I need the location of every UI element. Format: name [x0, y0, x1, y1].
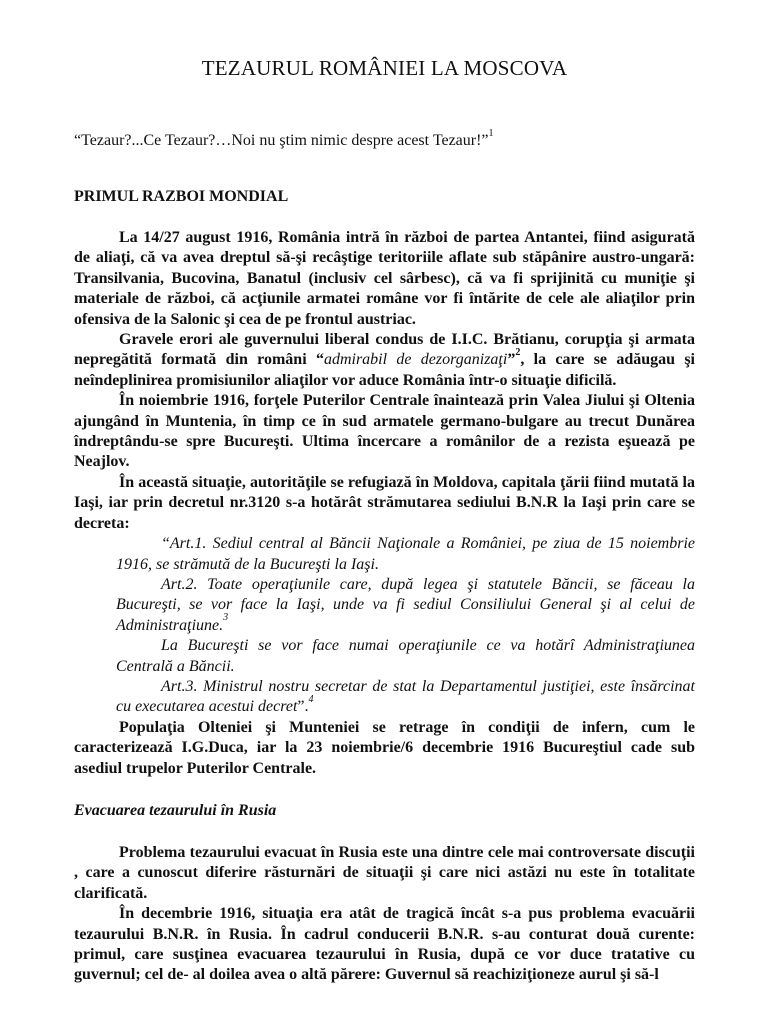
- decree-article-2-text: Art.2. Toate operaţiunile care, după legea şi statutele Băncii, se făceau la Bucureşti, se vor face la Iaşi, unde va fi sediul Consiliului General şi al celui de Administraţiune.: [116, 575, 695, 634]
- section-body-ww1: [74, 207, 695, 779]
- paragraph-4: În această situaţie, autorităţile se refugiază în Moldova, capitala ţării fiind mutată la Iaşi, iar prin decretul nr.3120 s-a hotărât strămutarea sediului B.N.R la Iaşi prin care se decreta:: [74, 473, 695, 532]
- footnote-ref-4[interactable]: 4: [308, 694, 314, 706]
- epigraph-quote: [74, 81, 695, 151]
- section-body-evacuation: [74, 821, 695, 986]
- decree-article-3: [74, 677, 695, 718]
- paragraph-2-part-a: Gravele erori ale guvernului liberal condus de I.I.C. Brătianu, corupţia şi armata nepregătită formată din români “: [74, 331, 695, 369]
- decree-article-2-continued: La Bucureşti se vor face numai operaţiunile ce va hotărî Administraţiunea Centrală a Băncii.: [116, 637, 695, 675]
- epigraph-text: “Tezaur?...Ce Tezaur?…Noi nu ştim nimic despre acest Tezaur!”: [74, 132, 489, 149]
- decree-article-3-text: Art.3. Ministrul nostru secretar de stat la Departamentul justiţiei, este însărcinat cu executarea acestui decret: [116, 677, 695, 716]
- decree-article-2: [74, 575, 695, 636]
- section-heading-evacuation: Evacuarea tezaurului în Rusia: [74, 801, 277, 819]
- paragraph-2-part-b: ”: [507, 351, 516, 369]
- paragraph-2-italic-quote: admirabil de dezorganizaţi: [323, 351, 508, 369]
- paragraph-7: În decembrie 1916, situaţia era atât de tragică încât s-a pus problema evacuării tezaurului B.N.R. în Rusia. În cadrul conducerii B.N.R. s-au conturat două curente: primul, care susţinea evacuarea tezaurului în Rusia, după ce vor duce tratative cu guvernul; cel de- al doilea avea o altă părere: Guvernul să reachiziţioneze aurul şi să-l: [74, 905, 695, 984]
- paragraph-5: Populaţia Olteniei şi Munteniei se retrage în condiţii de infern, cum le caracterizează I.G.Duca, iar la 23 noiembrie/6 decembrie 1916 Bucureştiul cade sub asediul trupelor Puterilor Centrale.: [74, 718, 695, 777]
- section-heading-ww1: PRIMUL RAZBOI MONDIAL: [74, 188, 289, 205]
- page-title: TEZAURUL ROMÂNIEI LA MOSCOVA: [201, 56, 568, 80]
- paragraph-2: [74, 330, 695, 391]
- paragraph-1: La 14/27 august 1916, România intră în război de partea Antantei, fiind asigurată de aliaţi, că va avea dreptul să-şi recâştige teritoriile aflate sub stăpânire austro-ungară: Transilvania, Bucovina, Banatul (inclusiv cel sârbesc), că va fi sprijinită cu muniţie şi materiale de război, că acţiunile armatei române vor fi întărite de cele ale aliaţilor prin ofensiva de la Salonic şi cea de pe frontul austriac.: [74, 229, 695, 328]
- paragraph-2-part-c: , la care se adăugau şi neîndeplinirea promisiunilor aliaţilor vor aduce România într-o situaţie dificilă.: [74, 351, 695, 389]
- paragraph-3: În noiembrie 1916, forţele Puterilor Centrale înaintează prin Valea Jiului şi Oltenia ajungând în Muntenia, în timp ce în sud armatele germano-bulgare au trecut Dunărea îndreptându-se spre Bucureşti. Ultima încercare a românilor de a rezista eşuează pe Neajlov.: [74, 392, 695, 471]
- footnote-ref-1[interactable]: 1: [488, 127, 494, 139]
- footnote-ref-2[interactable]: 2: [515, 347, 521, 359]
- paragraph-6: Problema tezaurului evacuat în Rusia este una dintre cele mai controversate discuţii , care a cunoscut diferire răsturnări de situaţii şi care nici astăzi nu este în totalitate clarificată.: [74, 843, 695, 902]
- footnote-ref-3[interactable]: 3: [223, 612, 229, 624]
- decree-quote-close: ”.: [297, 698, 309, 716]
- decree-article-1: “Art.1. Sediul central al Băncii Naţionale a României, pe ziua de 15 noiembrie 1916, se strămută de la Bucureşti la Iaşi.: [116, 535, 695, 573]
